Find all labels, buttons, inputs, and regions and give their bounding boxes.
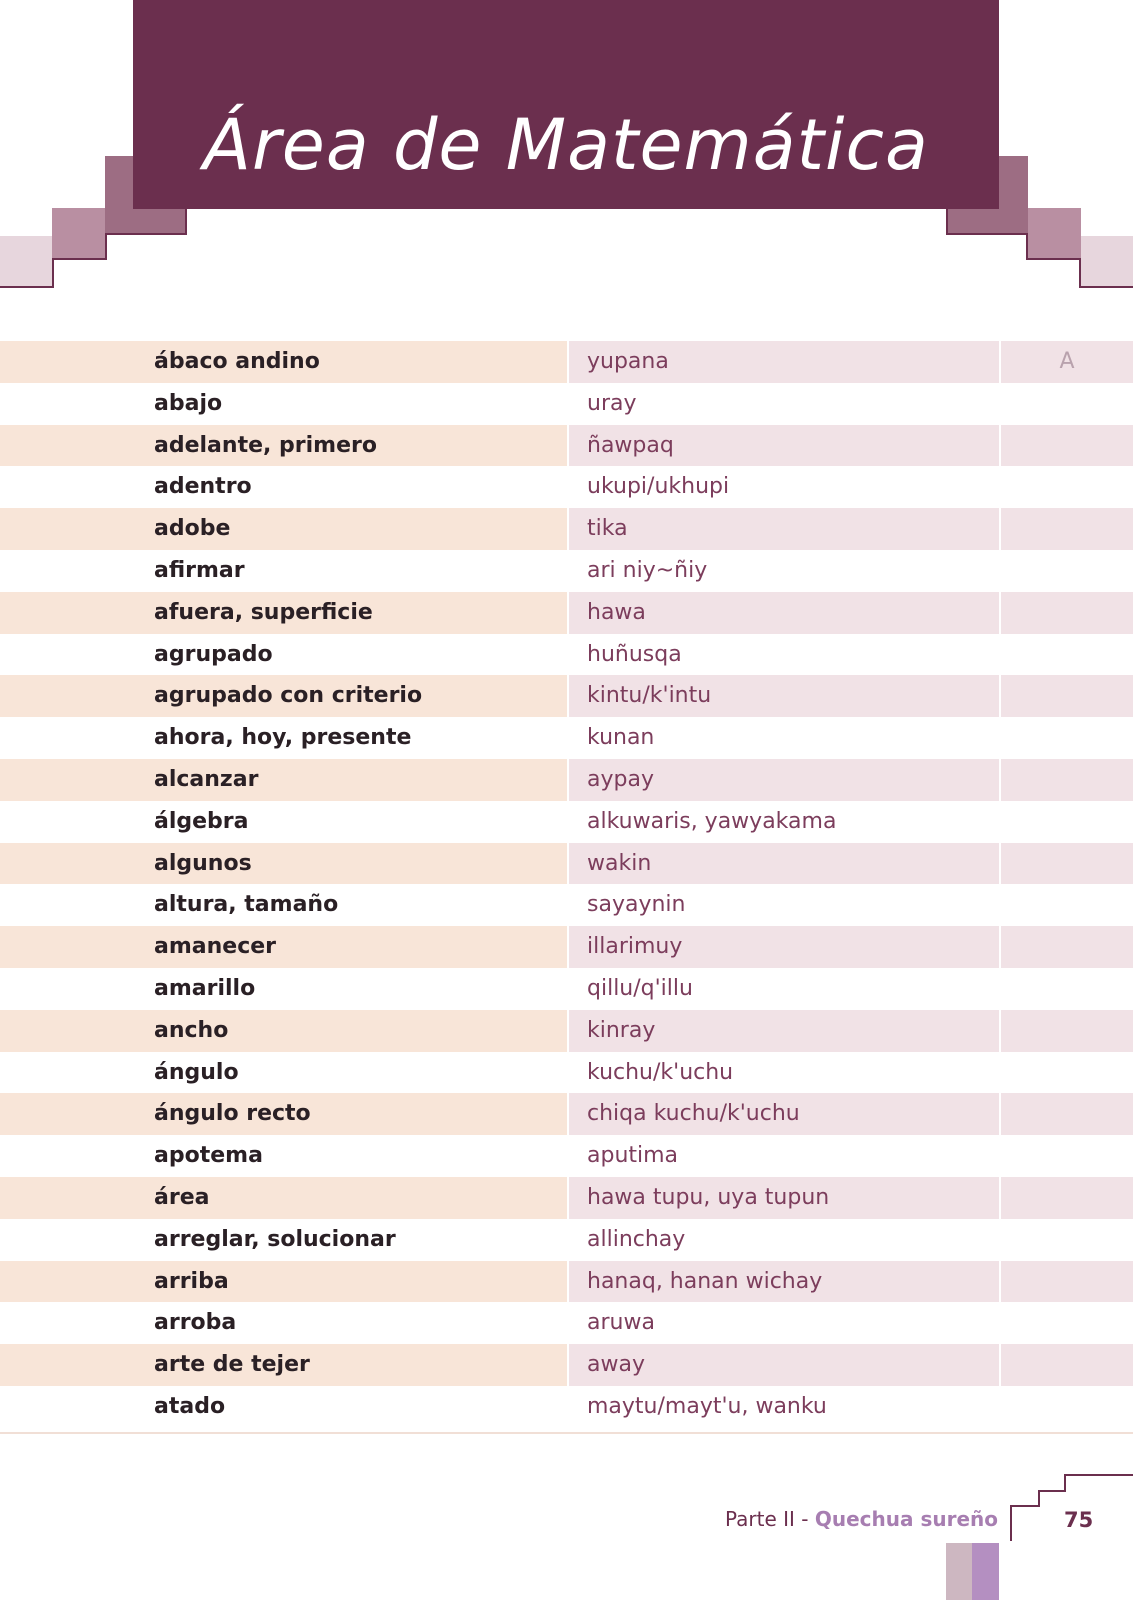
- row-margin-cell: [0, 926, 133, 968]
- table-row: [0, 341, 1133, 383]
- quechua-term: ukupi/ukhupi: [587, 474, 730, 500]
- table-row: [0, 383, 1133, 425]
- page-number: 75: [1064, 1508, 1094, 1532]
- letter-marker: [1001, 1344, 1133, 1386]
- quechua-term: yupana: [569, 341, 999, 383]
- spanish-term: arriba: [133, 1261, 567, 1303]
- table-row: [0, 1261, 1133, 1303]
- table-row: [0, 843, 1133, 885]
- row-margin-cell: [0, 1010, 133, 1052]
- footer-bar-decoration: [972, 1543, 999, 1600]
- row-margin-cell: [0, 383, 133, 425]
- left-step-decoration: [133, 209, 186, 234]
- quechua-term: uray: [587, 390, 637, 416]
- left-step-decoration: [52, 208, 105, 258]
- row-margin-cell: [0, 675, 133, 717]
- spanish-term: arte de tejer: [133, 1344, 567, 1386]
- row-margin-cell: [0, 801, 133, 843]
- quechua-term: hanaq, hanan wichay: [569, 1261, 999, 1303]
- spanish-term: ábaco andino: [133, 341, 567, 383]
- footer-language: Quechua sureño: [814, 1507, 998, 1531]
- quechua-term: ari niy~ñiy: [587, 557, 708, 583]
- spanish-term: afirmar: [154, 557, 245, 583]
- table-bottom-rule: [0, 1432, 1133, 1434]
- footer-step-line: [1038, 1490, 1066, 1492]
- left-step-line: [0, 286, 54, 288]
- quechua-term: hawa: [569, 592, 999, 634]
- left-step-line: [105, 233, 107, 260]
- spanish-term: abajo: [154, 390, 223, 416]
- footer-bar-decoration: [946, 1543, 972, 1600]
- spanish-term: atado: [154, 1393, 226, 1419]
- letter-marker: [1001, 1219, 1133, 1261]
- table-row: [0, 968, 1133, 1010]
- letter-marker: [1001, 717, 1133, 759]
- quechua-term: aypay: [569, 759, 999, 801]
- spanish-term: ángulo: [154, 1059, 239, 1085]
- quechua-term: kintu/k'intu: [569, 675, 999, 717]
- table-row: [0, 1135, 1133, 1177]
- letter-marker: [1001, 1135, 1133, 1177]
- table-row: [0, 508, 1133, 550]
- header-banner: [133, 0, 999, 209]
- letter-marker: [1001, 1052, 1133, 1094]
- letter-marker: [1001, 466, 1133, 508]
- row-margin-cell: [0, 550, 133, 592]
- letter-marker: [1001, 383, 1133, 425]
- row-margin-cell: [0, 759, 133, 801]
- row-margin-cell: [0, 968, 133, 1010]
- quechua-term: kuchu/k'uchu: [587, 1059, 734, 1085]
- letter-marker: [1001, 508, 1133, 550]
- table-row: [0, 425, 1133, 467]
- right-step-line: [1079, 258, 1081, 288]
- quechua-term: huñusqa: [587, 641, 682, 667]
- spanish-term: amarillo: [154, 975, 256, 1001]
- row-margin-cell: [0, 466, 133, 508]
- left-step-line: [52, 258, 54, 288]
- left-step-decoration: [105, 156, 133, 234]
- right-step-decoration: [1028, 208, 1081, 258]
- quechua-term: sayaynin: [587, 892, 686, 918]
- right-step-decoration: [1081, 236, 1133, 286]
- table-row: [0, 926, 1133, 968]
- table-row: [0, 675, 1133, 717]
- left-step-line: [105, 233, 187, 235]
- footer-step-line: [1010, 1505, 1012, 1541]
- letter-marker: [1001, 1010, 1133, 1052]
- quechua-term: alkuwaris, yawyakama: [587, 808, 837, 834]
- row-margin-cell: [0, 843, 133, 885]
- table-row: [0, 634, 1133, 676]
- spanish-term: amanecer: [133, 926, 567, 968]
- page-title: Área de Matemática: [203, 104, 929, 186]
- row-margin-cell: [0, 1093, 133, 1135]
- right-step-decoration: [946, 209, 999, 234]
- letter-marker: [1001, 1177, 1133, 1219]
- table-row: [0, 801, 1133, 843]
- spanish-term: apotema: [154, 1143, 263, 1169]
- letter-marker: [1001, 843, 1133, 885]
- table-row: [0, 466, 1133, 508]
- letter-marker: [1001, 1302, 1133, 1344]
- letter-marker: [1001, 592, 1133, 634]
- table-row: [0, 1344, 1133, 1386]
- spanish-term: arroba: [154, 1310, 237, 1336]
- letter-marker: [1001, 801, 1133, 843]
- table-row: [0, 1093, 1133, 1135]
- row-margin-cell: [0, 592, 133, 634]
- spanish-term: agrupado con criterio: [133, 675, 567, 717]
- letter-marker: A: [1001, 341, 1133, 383]
- quechua-term: away: [569, 1344, 999, 1386]
- quechua-term: kunan: [587, 725, 655, 751]
- quechua-term: aputima: [587, 1143, 679, 1169]
- left-step-line: [52, 258, 107, 260]
- table-row: [0, 1302, 1133, 1344]
- right-step-line: [1026, 258, 1081, 260]
- quechua-term: kinray: [569, 1010, 999, 1052]
- row-margin-cell: [0, 341, 133, 383]
- spanish-term: arreglar, solucionar: [154, 1226, 396, 1252]
- letter-marker: [1001, 1261, 1133, 1303]
- letter-marker: [1001, 1386, 1133, 1428]
- letter-marker: [1001, 1093, 1133, 1135]
- row-margin-cell: [0, 1219, 133, 1261]
- row-margin-cell: [0, 1302, 133, 1344]
- spanish-term: alcanzar: [133, 759, 567, 801]
- letter-marker: [1001, 968, 1133, 1010]
- quechua-term: qillu/q'illu: [587, 975, 693, 1001]
- row-margin-cell: [0, 1052, 133, 1094]
- spanish-term: agrupado: [154, 641, 273, 667]
- row-margin-cell: [0, 717, 133, 759]
- row-margin-cell: [0, 1135, 133, 1177]
- letter-marker: [1001, 884, 1133, 926]
- right-step-line: [946, 233, 1028, 235]
- row-margin-cell: [0, 425, 133, 467]
- spanish-term: adelante, primero: [133, 425, 567, 467]
- table-row: [0, 1010, 1133, 1052]
- table-row: [0, 1386, 1133, 1428]
- right-step-line: [1079, 286, 1133, 288]
- footer-step-line: [1010, 1505, 1040, 1507]
- right-step-line: [946, 209, 948, 235]
- letter-marker: [1001, 634, 1133, 676]
- spanish-term: ancho: [133, 1010, 567, 1052]
- spanish-term: adentro: [154, 474, 252, 500]
- letter-marker: [1001, 926, 1133, 968]
- table-row: [0, 759, 1133, 801]
- spanish-term: área: [133, 1177, 567, 1219]
- footer-part-label: Parte II -: [724, 1507, 815, 1531]
- quechua-term: tika: [569, 508, 999, 550]
- quechua-term: hawa tupu, uya tupun: [569, 1177, 999, 1219]
- footer-section-label: [725, 1507, 998, 1531]
- quechua-term: maytu/mayt'u, wanku: [587, 1393, 827, 1419]
- row-margin-cell: [0, 1386, 133, 1428]
- left-step-decoration: [0, 236, 52, 286]
- glossary-table: [0, 341, 1133, 1428]
- spanish-term: ángulo recto: [133, 1093, 567, 1135]
- footer-step-line: [1038, 1490, 1040, 1507]
- table-row: [0, 717, 1133, 759]
- footer-step-line: [1064, 1474, 1066, 1492]
- quechua-term: chiqa kuchu/k'uchu: [569, 1093, 999, 1135]
- table-row: [0, 1177, 1133, 1219]
- quechua-term: ñawpaq: [569, 425, 999, 467]
- row-margin-cell: [0, 884, 133, 926]
- footer-step-line: [1064, 1474, 1133, 1476]
- letter-marker: [1001, 675, 1133, 717]
- spanish-term: ahora, hoy, presente: [154, 725, 412, 751]
- table-row: [0, 550, 1133, 592]
- table-row: [0, 884, 1133, 926]
- letter-marker: [1001, 759, 1133, 801]
- table-row: [0, 1219, 1133, 1261]
- table-row: [0, 592, 1133, 634]
- spanish-term: algunos: [133, 843, 567, 885]
- table-row: [0, 1052, 1133, 1094]
- row-margin-cell: [0, 634, 133, 676]
- quechua-term: allinchay: [587, 1226, 686, 1252]
- letter-marker: [1001, 425, 1133, 467]
- quechua-term: illarimuy: [569, 926, 999, 968]
- quechua-term: aruwa: [587, 1310, 655, 1336]
- row-margin-cell: [0, 508, 133, 550]
- row-margin-cell: [0, 1261, 133, 1303]
- spanish-term: adobe: [133, 508, 567, 550]
- spanish-term: altura, tamaño: [154, 892, 339, 918]
- quechua-term: wakin: [569, 843, 999, 885]
- row-margin-cell: [0, 1344, 133, 1386]
- letter-marker: [1001, 550, 1133, 592]
- row-margin-cell: [0, 1177, 133, 1219]
- spanish-term: álgebra: [154, 808, 249, 834]
- spanish-term: afuera, superficie: [133, 592, 567, 634]
- left-step-line: [185, 209, 187, 235]
- right-step-decoration: [999, 156, 1028, 234]
- right-step-line: [1026, 233, 1028, 260]
